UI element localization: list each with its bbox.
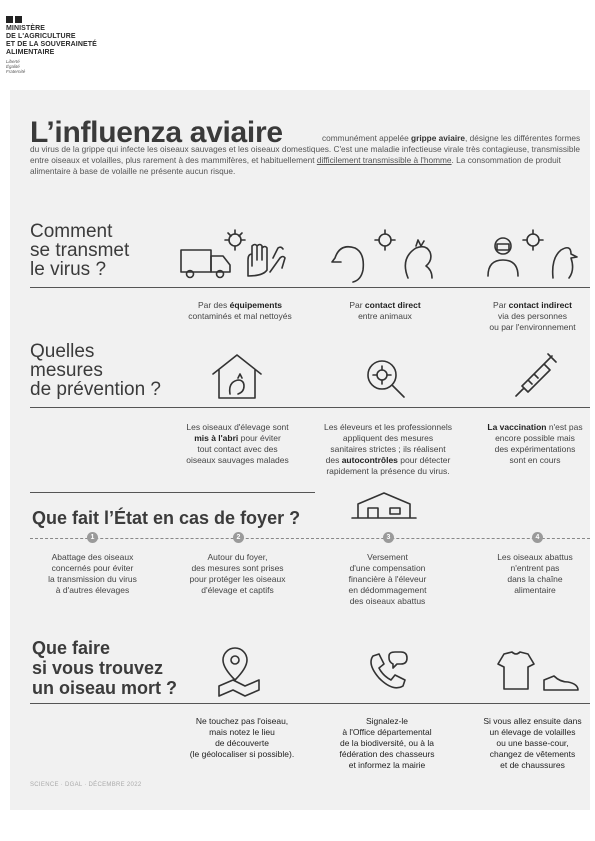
state-timeline [30, 538, 590, 539]
prevention-item-biosecurity: Les éleveurs et les professionnels appliquent des mesures sanitaires strictes ; ils réalisent des autocontrôles pour détecter rapidement la présence du virus. [323, 422, 453, 476]
step-3-badge: 3 [383, 532, 394, 543]
farm-building-icon [350, 490, 420, 522]
magnifier-virus-icon [362, 355, 412, 405]
step-2-badge: 2 [233, 532, 244, 543]
prevention-divider [30, 407, 590, 408]
state-step-3: Versement d'une compensation financière à l'éleveur en dédommagement des oiseaux abattus [348, 552, 427, 606]
syringe-icon [510, 350, 562, 402]
dead-bird-item-change-clothes: Si vous allez ensuite dans un élevage de volailles ou une basse-cour, changez de vêtements et de chaussures [483, 716, 582, 770]
state-step-4: Les oiseaux abattus n'entrent pas dans la chaîne alimentaire [497, 552, 573, 595]
state-step-2: Autour du foyer, des mesures sont prises pour protéger les oiseaux d'élevage et captifs [189, 552, 286, 595]
person-virus-bird-icon [485, 228, 585, 283]
clothes-shoes-icon [494, 650, 584, 695]
ministry-logo [6, 16, 116, 74]
state-step-1: Abattage des oiseaux concernés pour éviter la transmission du virus à d'autres élevages [48, 552, 137, 595]
truck-gloves-virus-icon [178, 228, 293, 283]
state-title: Que fait l’État en cas de foyer ? [32, 508, 301, 528]
republic-motto: Liberté Égalité Fraternité [6, 59, 26, 74]
dead-bird-item-note-location: Ne touchez pas l'oiseau, mais notez le lieu de découverte (le géolocaliser si possible). [189, 716, 295, 759]
page-title: L’influenza aviaire [30, 116, 283, 149]
transmission-item-equipment: Par des équipements contaminés et mal nettoyés [188, 300, 292, 321]
dead-bird-item-report: Signalez-le à l'Office départemental de la biodiversité, ou à la fédération des chasseurs et informez la mairie [339, 716, 435, 770]
map-pin-icon [215, 646, 265, 696]
ministry-name: MINISTÈRE DE L'AGRICULTURE ET DE LA SOUVERAINETÉ ALIMENTAIRE [6, 25, 97, 56]
prevention-item-shelter: Les oiseaux d'élevage sont mis à l'abri pour éviter tout contact avec des oiseaux sauvages malades [186, 422, 289, 465]
marianne-flag-icon [6, 16, 116, 23]
footer-credit: SCIENCE · DGAL · DÉCEMBRE 2022 [30, 782, 142, 788]
step-4-badge: 4 [532, 532, 543, 543]
intro-paragraph: communément appelée grippe aviaire, désigne les différentes formes du virus de la grippe qui infecte les oiseaux sauvages et les oiseaux domestiques. C'est une maladie infectieuse virale très contagieuse, transmissible entre oiseaux et volailles, plus rarement à des mammifères, et habituellement difficilement transmissible à l'homme. La consommation de produit alimentaire à base de volaille ne présente aucun risque. [30, 133, 581, 176]
prevention-item-vaccination: La vaccination n'est pas encore possible mais des expérimentations sont en cours [487, 422, 583, 465]
duck-virus-rooster-icon [330, 228, 445, 283]
prevention-title: Quelles mesures de prévention ? [30, 341, 161, 400]
state-top-rule [30, 492, 315, 493]
step-1-badge: 1 [87, 532, 98, 543]
transmission-item-indirect: Par contact indirect via des personnes ou par l'environnement [489, 300, 576, 332]
transmission-item-direct: Par contact direct entre animaux [349, 300, 421, 321]
transmission-divider [30, 287, 590, 288]
house-hen-icon [210, 352, 265, 402]
phone-call-icon [365, 650, 415, 695]
dead-bird-divider [30, 703, 590, 704]
transmission-title: Comment se transmet le virus ? [30, 221, 130, 280]
dead-bird-title: Que faire si vous trouvez un oiseau mort ? [32, 638, 178, 698]
